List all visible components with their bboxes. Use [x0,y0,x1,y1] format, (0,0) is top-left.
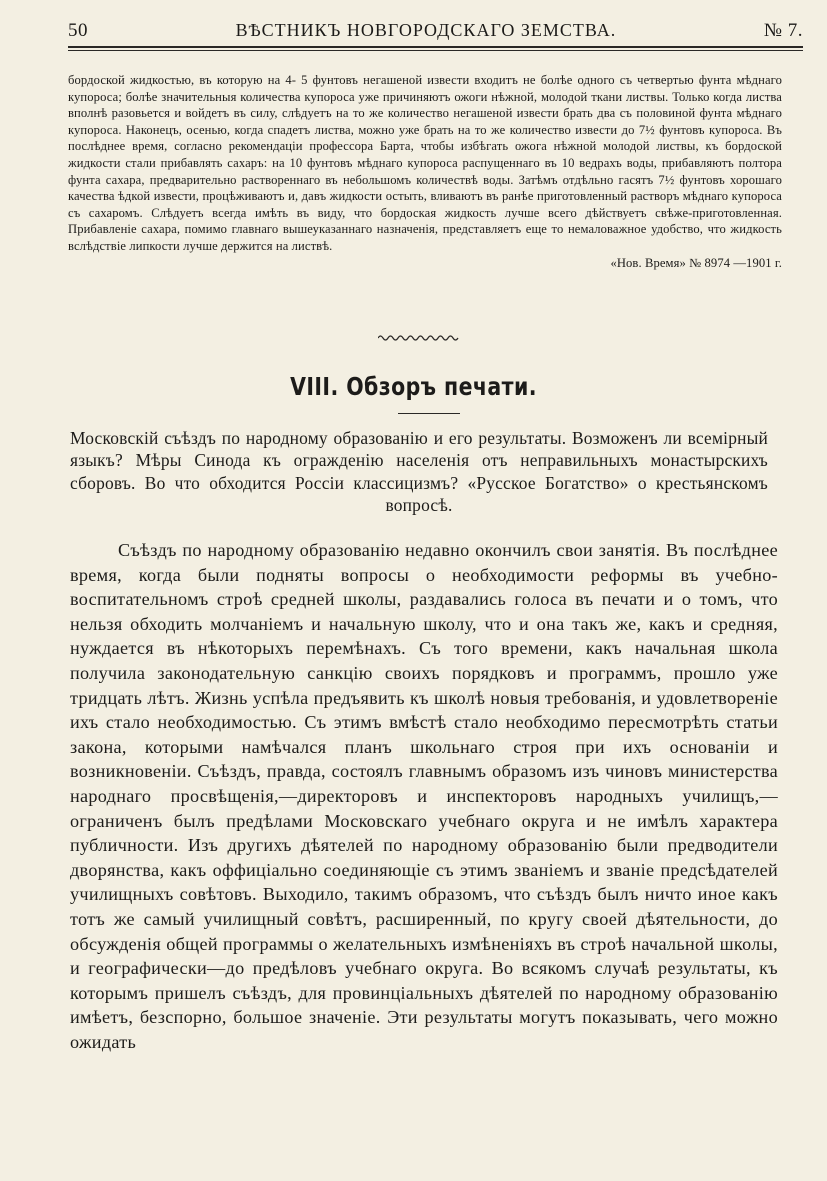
article-source: «Нов. Время» № 8974 —1901 г. [610,255,782,270]
issue-number: № 7. [763,20,803,41]
section-body-text: Съѣздъ по народному образованію недавно окончилъ свои занятія. Въ послѣднее время, когда были подняты вопросы о необходимости реформы въ учебно-воспитательномъ строѣ средней школы, раздавались голоса въ печати и о томъ, что нельзя обходить молчаніемъ и начальную школу, что и она такъ же, какъ и средняя, нуждается въ нѣкоторыхъ перемѣнахъ. Съ того времени, какъ начальная школа получила законодательную санкцію своихъ порядковъ и программъ, прошло уже тридцать лѣтъ. Жизнь успѣла предъявить къ школѣ новыя требованія, и удовлетвореніе ихъ стало необходимостью. Съ этимъ вмѣстѣ стало необходимо пересмотрѣть статьи закона, которыми намѣчался планъ школьнаго строя при ихъ основаніи и возникновеніи. Съѣздъ, правда, состоялъ главнымъ образомъ изъ чиновъ министерства народнаго просвѣщенія,—директоровъ и инспекторовъ народныхъ училищъ,—ограниченъ былъ предѣлами Московскаго учебнаго округа и не имѣлъ характера публичности. Изъ другихъ дѣятелей по народному образованію были предводители дворянства, какъ оффиціально соединяющіе съ этимъ званіемъ и званіе предсѣдателей училищныхъ совѣтовъ. Выходило, такимъ образомъ, что съѣздъ былъ ничто иное какъ тотъ же самый училищный совѣтъ, расширенный, по кругу своей дѣятельности, до обсужденія общей программы о желательныхъ измѣненіяхъ въ строѣ начальной школы, и географически—до предѣловъ учебнаго округа. Во всякомъ случаѣ результаты, къ которымъ пришелъ съѣздъ, для провинціальныхъ дѣятелей по народному образованію имѣетъ, безспорно, большое значеніе. Эти результаты могутъ показывать, чего можно ожидать [70,540,778,1052]
running-header [68,20,803,44]
heading-rule [398,413,460,414]
section-heading: VIII. Обзоръ печати. [290,372,537,401]
previous-article-text [68,72,782,271]
wavy-divider-ornament [378,333,460,343]
page-number: 50 [68,20,88,41]
header-rule-thin [68,50,803,51]
previous-article-body: бордоской жидкостью, въ которую на 4- 5 фунтовъ негашеной извести входитъ не болѣе одного съ четвертью фунта мѣднаго купороса; болѣе значительныя количества купороса уже причиняютъ ожоги нѣжной, молодой ткани листвы. Только когда листва вполнѣ разовьется и войдетъ въ силу, слѣдуетъ на то же количество негашеной извести брать два съ половиной фунта мѣднаго купороса. Наконецъ, осенью, когда спадетъ листва, можно уже брать на то же количество извести до 7½ фунтовъ купороса. Въ послѣднее время, согласно рекомендаціи профессора Барта, чтобы избѣгать ожога нѣжной молодой листвы, къ бордоской жидкости стали прибавлять сахаръ: на 10 фунтовъ мѣднаго купороса распущеннаго въ 10 ведрахъ воды, прибавляютъ полтора фунта сахара, предварительно раствореннаго въ небольшомъ количествѣ воды. Затѣмъ отдѣльно гасятъ 7½ фунтовъ хорошаго качества ѣдкой извести, процѣживаютъ и, давъ жидкости остыть, вливаютъ въ ранѣе приготовленный растворъ мѣднаго купороса съ сахаромъ. Слѣдуетъ всегда имѣть въ виду, что бордоская жидкость лучше всего дѣйствуетъ свѣже-приготовленная. Прибавленіе сахара, помимо главнаго вышеуказаннаго назначенія, представляетъ еще то немаловажное удобство, что жидкость вслѣдствіе липкости лучше держится на листвѣ. [68,73,782,253]
journal-title: ВѢСТНИКЪ НОВГОРОДСКАГО ЗЕМСТВА. [235,20,617,40]
section-summary: Московскій съѣздъ по народному образованію и его результаты. Возможенъ ли всемірный языкъ? Мѣры Синода къ огражденію населенія отъ неправильныхъ монастырскихъ сборовъ. Во что обходится Россіи классицизмъ? «Русское Богатство» о крестьянскомъ вопросѣ. [70,428,768,516]
header-rule [68,46,803,48]
